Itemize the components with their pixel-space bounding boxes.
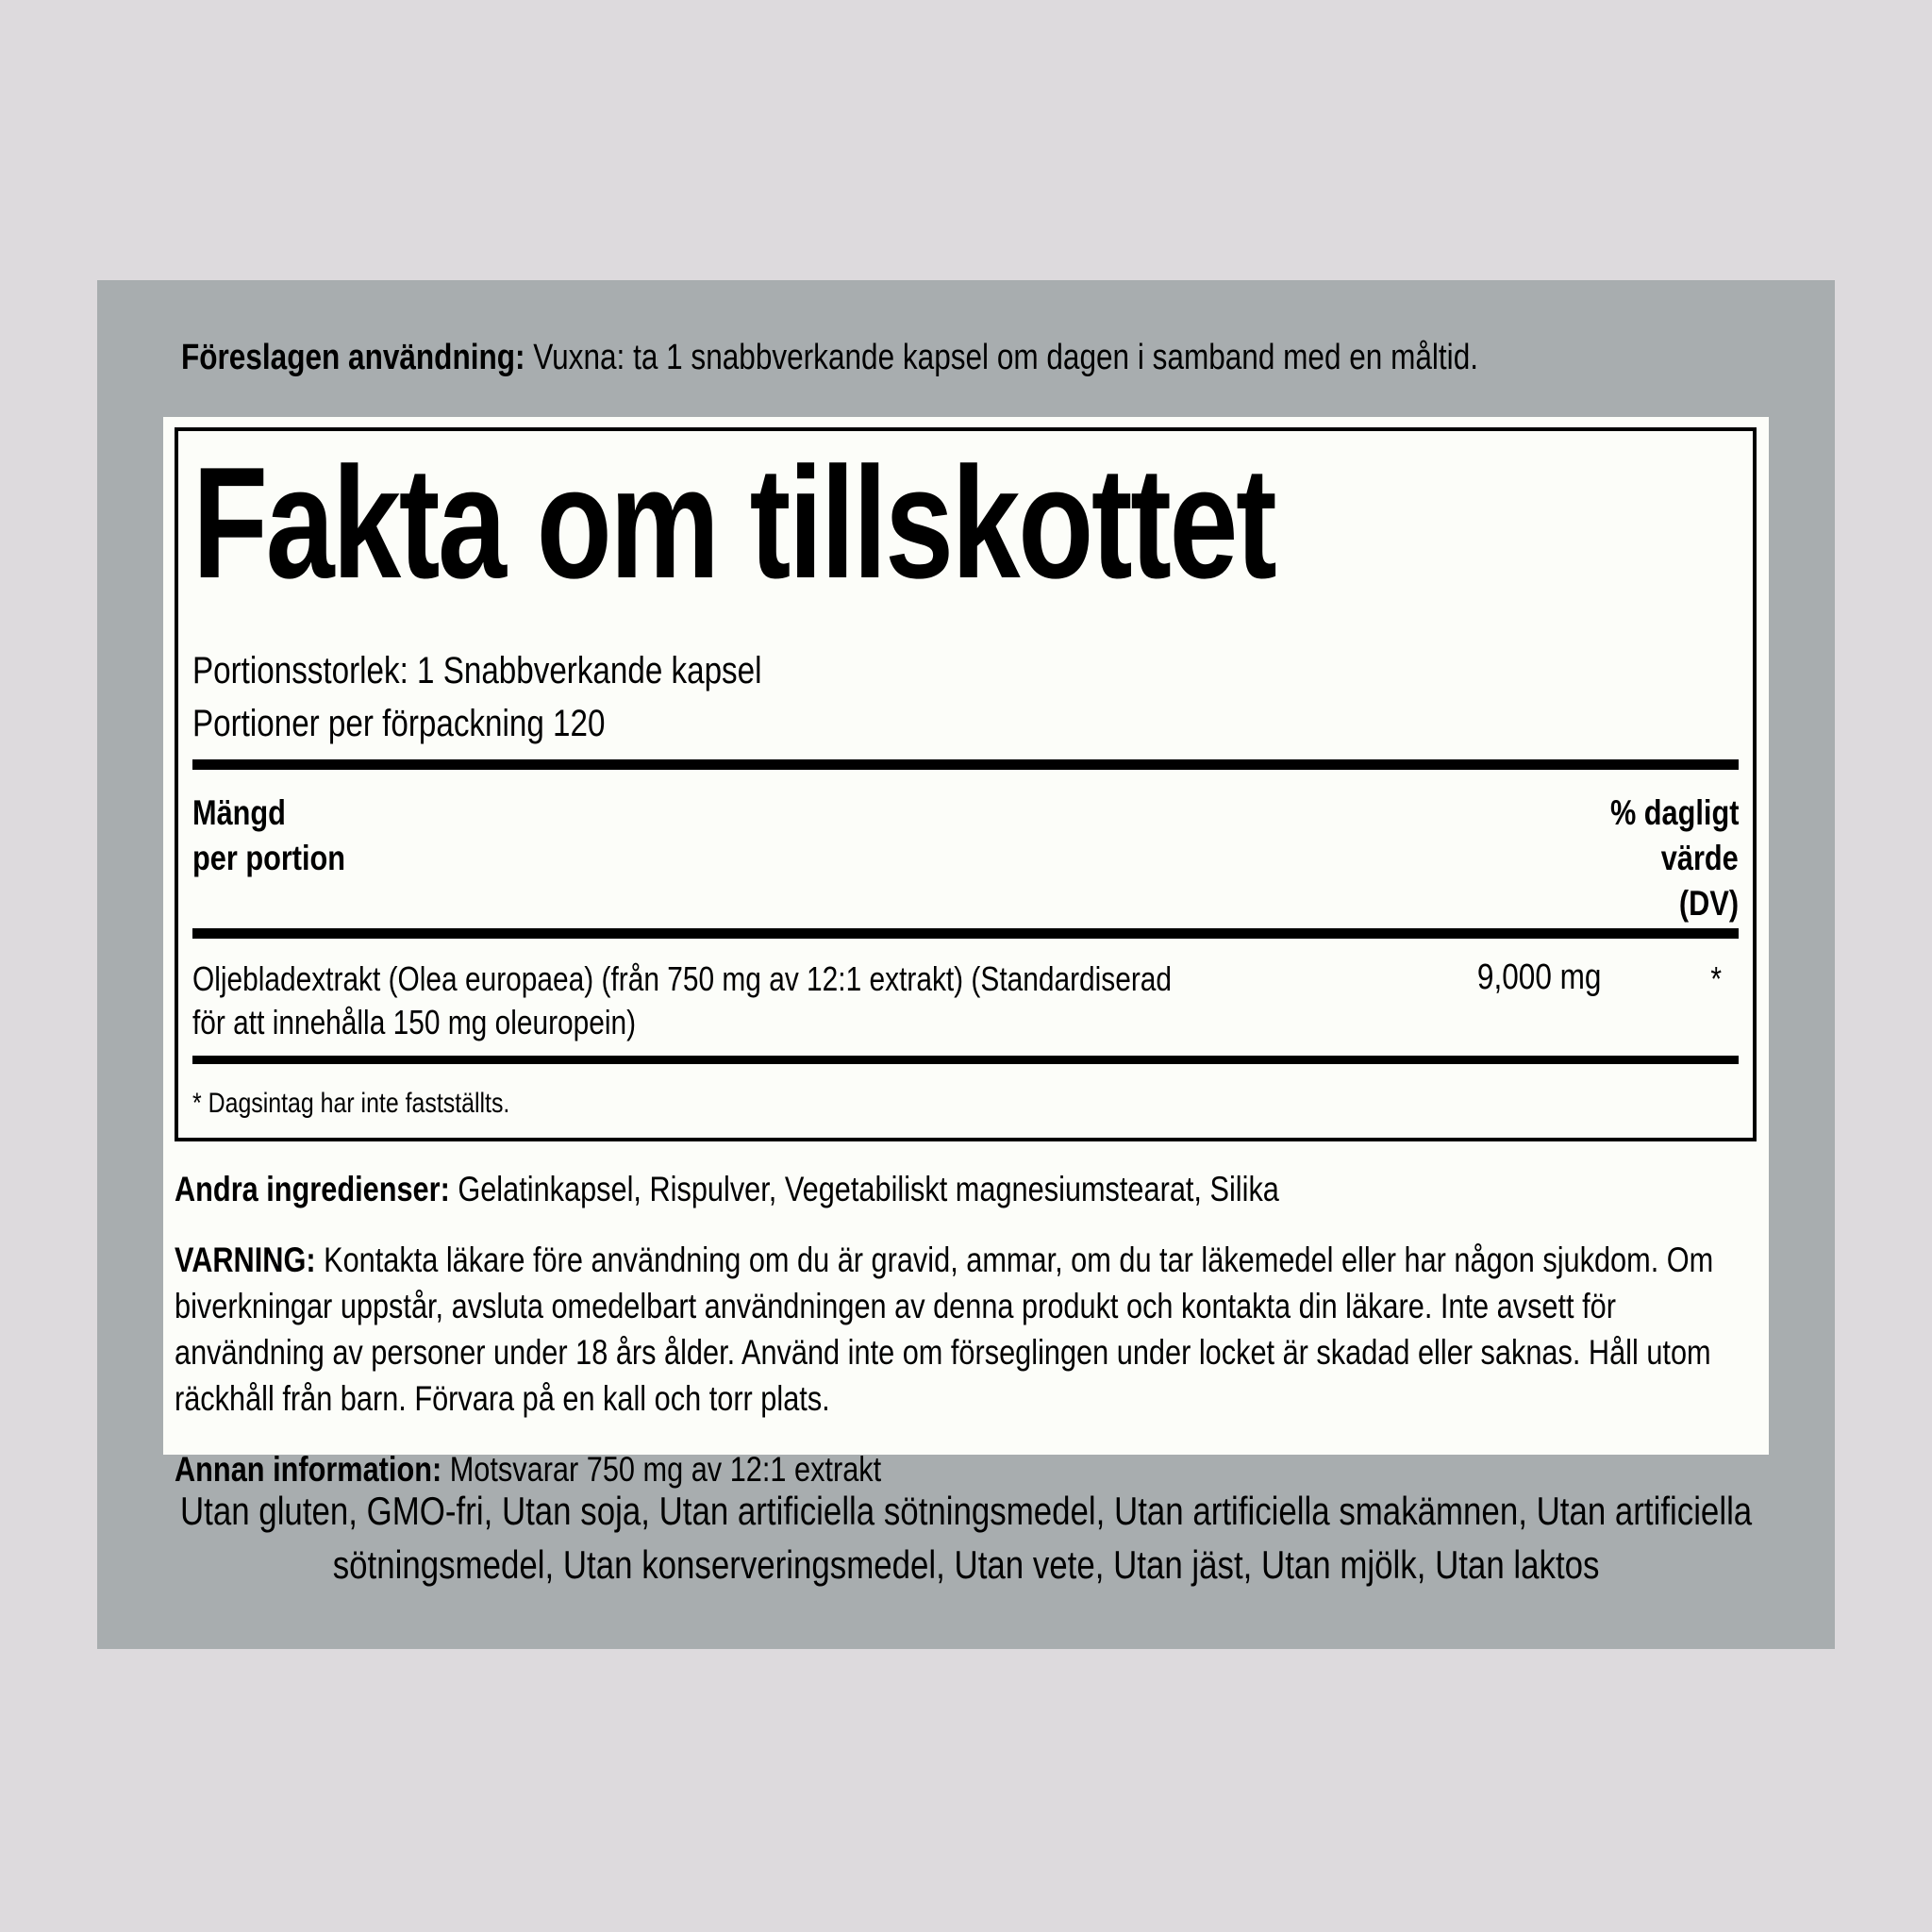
facts-additional-sections (175, 1141, 1757, 1492)
supplement-facts-box (175, 427, 1757, 1141)
daily-value-header: % dagligt värde (DV) (1609, 793, 1739, 923)
divider-bar-middle (192, 928, 1739, 939)
daily-value-footnote: * Dagsintag har inte fastställts. (192, 1088, 510, 1119)
divider-bar-bottom (192, 1056, 1739, 1064)
other-ingredients-label: Andra ingredienser: (175, 1170, 450, 1208)
ingredient-name: Oljebladextrakt (Olea europaea) (från 750 mg av 12:1 extrakt) (Standardiserad för att innehålla 150 mg oleuropein) (192, 959, 1173, 1041)
label-panel (97, 280, 1835, 1649)
warning-text: Kontakta läkare före användning om du är gravid, ammar, om du tar läkemedel eller har någon sjukdom. Om biverkningar uppstår, avsluta omedelbart användningen av denna produkt och kontakta din läkare. Inte avsett för användning av personer under 18 års ålder. Använd inte om förseglingen under locket är skadad eller saknas. Håll utom räckhåll från barn. Förvara på en kall och torr plats. (175, 1241, 1714, 1418)
facts-header-row (192, 791, 1739, 926)
other-ingredients (175, 1166, 1747, 1212)
allergen-claims: Utan gluten, GMO-fri, Utan soja, Utan artificiella sötningsmedel, Utan artificiella smakämnen, Utan artificiella sötningsmedel, Utan konserveringsmedel, Utan vete, Utan jäst, Utan mjölk, Utan laktos (179, 1489, 1753, 1587)
suggested-use-label: Föreslagen användning: (181, 338, 525, 377)
supplement-facts-panel (163, 417, 1769, 1489)
warning-label: VARNING: (175, 1241, 316, 1279)
ingredient-amount: 9,000 mg (1476, 958, 1601, 997)
amount-header: Mängd per portion (192, 793, 346, 877)
suggested-use (181, 335, 1785, 380)
warning (175, 1237, 1747, 1422)
facts-title: Fakta om tillskottet (192, 434, 1275, 611)
divider-bar-top (192, 759, 1739, 770)
ingredient-daily-value: * (1710, 959, 1722, 998)
table-row (192, 958, 1739, 1044)
suggested-use-text: Vuxna: ta 1 snabbverkande kapsel om dagen i samband med en måltid. (533, 338, 1478, 377)
other-ingredients-text: Gelatinkapsel, Rispulver, Vegetabiliskt magnesiumstearat, Silika (458, 1170, 1279, 1208)
serving-size: Portionsstorlek: 1 Snabbverkande kapsel (192, 650, 762, 691)
servings-per-container: Portioner per förpackning 120 (192, 703, 606, 744)
other-information-text: Motsvarar 750 mg av 12:1 extrakt (449, 1450, 882, 1489)
other-information-label: Annan information: (175, 1450, 442, 1489)
